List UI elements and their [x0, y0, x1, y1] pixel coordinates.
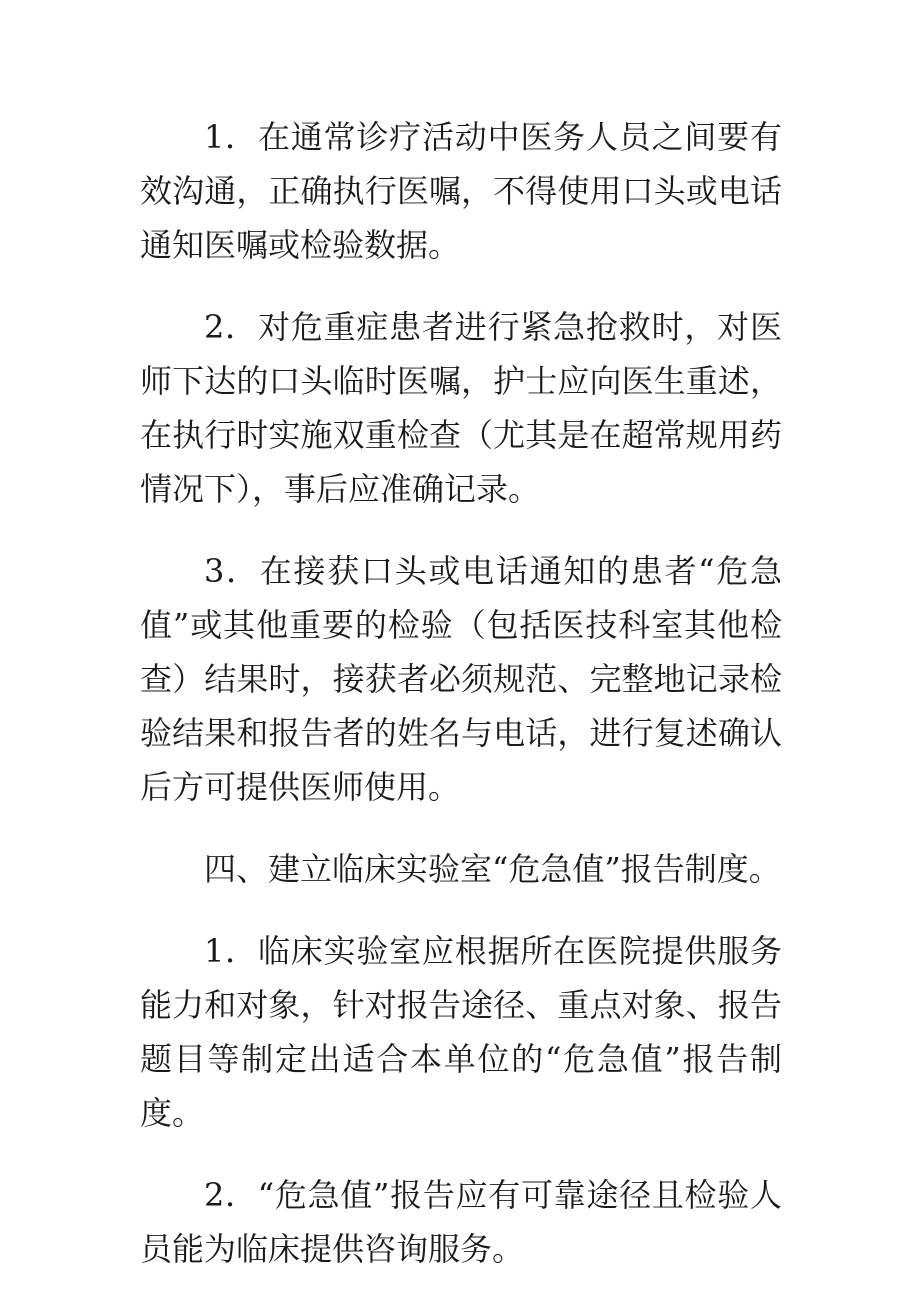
- paragraph-lab-reporting-system: 1．临床实验室应根据所在医院提供服务能力和对象，针对报告途径、重点对象、报告题目等制定出适合本单位的“危急值”报告制度。: [140, 932, 782, 1132]
- paragraph-verbal-orders: 1．在通常诊疗活动中医务人员之间要有效沟通，正确执行医嘱，不得使用口头或电话通知医嘱或检验数据。: [140, 118, 782, 264]
- section-heading-critical-value-system: 四、建立临床实验室“危急值”报告制度。: [204, 850, 781, 888]
- paragraph-emergency-rescue: 2．对危重症患者进行紧急抢救时，对医师下达的口头临时医嘱，护士应向医生重述，在执行时实施双重检查（尤其是在超常规用药情况下），事后应准确记录。: [140, 308, 782, 508]
- paragraph-reliable-reporting-channel: 2．“危急值”报告应有可靠途径且检验人员能为临床提供咨询服务。: [140, 1176, 782, 1268]
- document-body: [140, 110, 782, 1304]
- paragraph-critical-value-notification: 3．在接获口头或电话通知的患者“危急值”或其他重要的检验（包括医技科室其他检查）结果时，接获者必须规范、完整地记录检验结果和报告者的姓名与电话，进行复述确认后方可提供医师使用。: [140, 552, 782, 806]
